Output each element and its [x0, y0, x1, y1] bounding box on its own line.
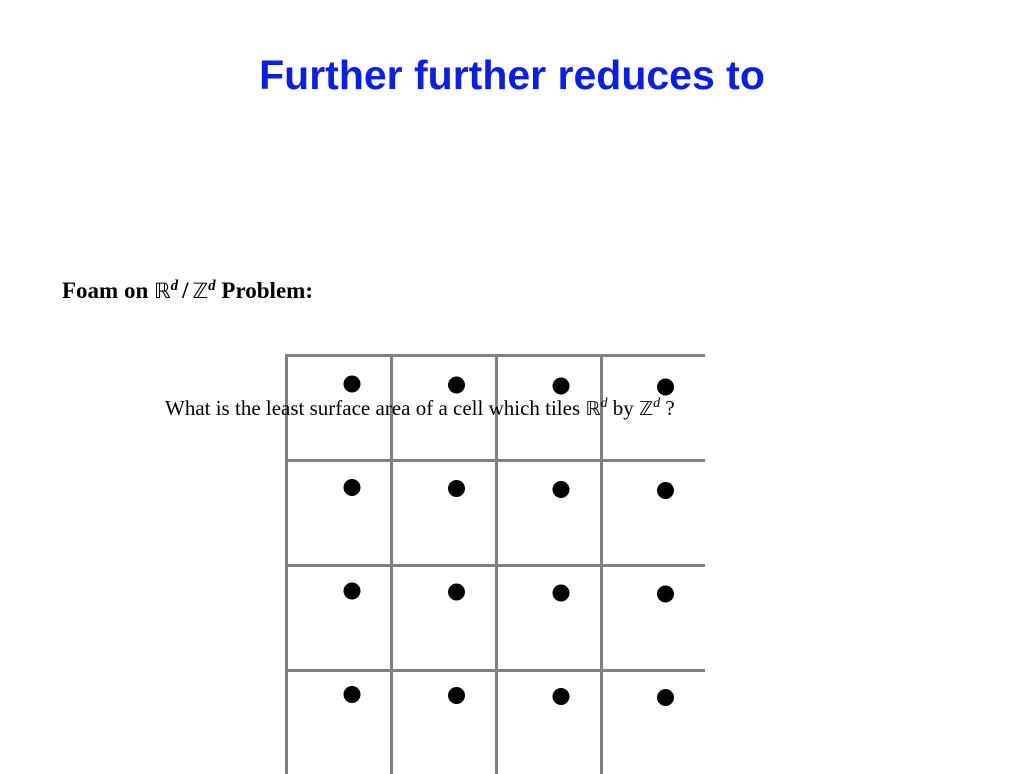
real-symbol: ℝ — [154, 279, 171, 303]
question-end: ? — [665, 396, 675, 420]
question-lead: What is the least surface area of a cell which tiles — [165, 396, 581, 420]
lattice-point — [553, 378, 570, 395]
problem-heading — [62, 278, 313, 304]
lattice-point — [344, 686, 361, 703]
question-text — [165, 396, 675, 421]
question-real-symbol: ℝ — [585, 398, 601, 420]
problem-lead: Foam on — [62, 278, 149, 303]
int-exponent: d — [208, 278, 216, 294]
question-int-symbol: ℤ — [638, 398, 654, 420]
lattice-point — [553, 585, 570, 602]
lattice-point — [657, 482, 674, 499]
question-int-exponent: d — [653, 396, 661, 411]
int-symbol: ℤ — [192, 279, 209, 303]
lattice-point — [553, 481, 570, 498]
lattice-point — [448, 584, 465, 601]
lattice-point — [344, 583, 361, 600]
lattice-point — [657, 379, 674, 396]
problem-math — [154, 278, 221, 303]
problem-tail: Problem: — [221, 278, 313, 303]
question-real-exponent: d — [600, 396, 608, 411]
lattice-point — [344, 479, 361, 496]
lattice-point — [657, 689, 674, 706]
slide-title: Further further reduces to — [259, 52, 765, 98]
quotient-slash: / — [182, 278, 189, 303]
lattice-point — [448, 687, 465, 704]
lattice-point — [448, 377, 465, 394]
lattice-point — [344, 376, 361, 393]
lattice-point — [657, 586, 674, 603]
question-by: by — [612, 396, 634, 420]
lattice-point — [553, 688, 570, 705]
lattice-point — [448, 480, 465, 497]
real-exponent: d — [170, 278, 179, 294]
